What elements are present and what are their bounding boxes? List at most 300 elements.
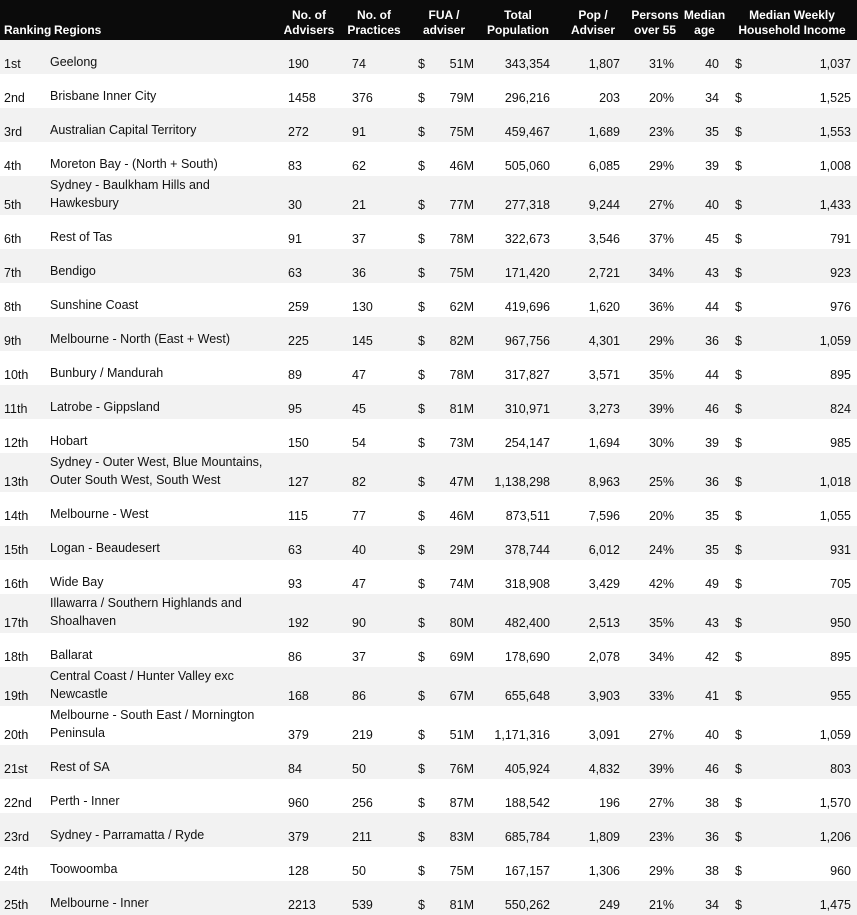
cell-over55: 36% xyxy=(648,300,674,314)
cell-fua: 51M xyxy=(449,57,474,71)
cell-population: 378,744 xyxy=(504,543,550,557)
cell-fua: 62M xyxy=(449,300,474,314)
cell-income: 895 xyxy=(830,650,851,664)
cell-advisers: 83 xyxy=(288,159,302,173)
cell-practices: 376 xyxy=(352,91,373,105)
cell-fua: 82M xyxy=(449,334,474,348)
cell-income: 1,059 xyxy=(819,728,851,742)
cell-over55: 39% xyxy=(648,762,674,776)
cell-median-age: 38 xyxy=(705,864,719,878)
cell-population: 188,542 xyxy=(504,796,550,810)
cell-practices: 37 xyxy=(352,232,366,246)
table-row xyxy=(0,317,857,351)
table-row xyxy=(0,881,857,915)
cell-income-currency: $ xyxy=(735,898,742,912)
cell-income-currency: $ xyxy=(735,864,742,878)
cell-fua-currency: $ xyxy=(418,475,425,489)
cell-over55: 21% xyxy=(648,898,674,912)
cell-advisers: 259 xyxy=(288,300,309,314)
cell-ranking: 10th xyxy=(4,368,29,382)
cell-population: 1,171,316 xyxy=(494,728,550,742)
cell-over55: 37% xyxy=(648,232,674,246)
cell-fua-currency: $ xyxy=(418,232,425,246)
cell-over55: 42% xyxy=(648,577,674,591)
header-regions: Regions xyxy=(54,23,102,37)
cell-practices: 86 xyxy=(352,689,366,703)
cell-over55: 30% xyxy=(648,436,674,450)
cell-region: Bunbury / Mandurah xyxy=(50,366,164,380)
cell-over55: 29% xyxy=(648,159,674,173)
cell-median-age: 49 xyxy=(705,577,719,591)
cell-region: Logan - Beaudesert xyxy=(50,541,160,555)
cell-income: 1,037 xyxy=(819,57,851,71)
cell-advisers: 960 xyxy=(288,796,309,810)
table-row xyxy=(0,385,857,419)
table-row xyxy=(0,74,857,108)
cell-ranking: 6th xyxy=(4,232,22,246)
cell-practices: 130 xyxy=(352,300,373,314)
cell-median-age: 41 xyxy=(705,689,719,703)
table-row xyxy=(0,526,857,560)
cell-region: Brisbane Inner City xyxy=(50,89,157,103)
cell-pop-adviser: 2,721 xyxy=(588,266,620,280)
cell-practices: 47 xyxy=(352,368,366,382)
cell-ranking: 24th xyxy=(4,864,29,878)
cell-ranking: 22nd xyxy=(4,796,32,810)
cell-income: 985 xyxy=(830,436,851,450)
cell-region: Sydney - Outer West, Blue Mountains, Outer South West, South West xyxy=(50,455,263,487)
cell-practices: 91 xyxy=(352,125,366,139)
cell-population: 482,400 xyxy=(504,616,550,630)
cell-median-age: 45 xyxy=(705,232,719,246)
cell-region: Australian Capital Territory xyxy=(50,123,197,137)
cell-practices: 45 xyxy=(352,402,366,416)
cell-income-currency: $ xyxy=(735,402,742,416)
cell-practices: 54 xyxy=(352,436,366,450)
cell-advisers: 127 xyxy=(288,475,309,489)
header-pop-adviser: Pop / Adviser xyxy=(570,8,616,37)
cell-median-age: 44 xyxy=(705,368,719,382)
cell-region: Perth - Inner xyxy=(50,794,120,808)
cell-over55: 35% xyxy=(648,616,674,630)
cell-fua: 87M xyxy=(449,796,474,810)
table-row xyxy=(0,745,857,779)
cell-income: 960 xyxy=(830,864,851,878)
cell-fua-currency: $ xyxy=(418,898,425,912)
cell-ranking: 16th xyxy=(4,577,29,591)
cell-population: 459,467 xyxy=(504,125,550,139)
cell-population: 685,784 xyxy=(504,830,550,844)
cell-pop-adviser: 9,244 xyxy=(588,198,620,212)
cell-income: 1,433 xyxy=(819,198,851,212)
cell-income: 976 xyxy=(830,300,851,314)
cell-income-currency: $ xyxy=(735,689,742,703)
cell-median-age: 46 xyxy=(705,762,719,776)
cell-advisers: 91 xyxy=(288,232,302,246)
cell-income-currency: $ xyxy=(735,762,742,776)
cell-fua: 29M xyxy=(449,543,474,557)
header-fua: FUA / adviser xyxy=(422,8,466,37)
cell-fua-currency: $ xyxy=(418,864,425,878)
cell-advisers: 190 xyxy=(288,57,309,71)
cell-advisers: 63 xyxy=(288,266,302,280)
cell-pop-adviser: 6,085 xyxy=(588,159,620,173)
cell-income-currency: $ xyxy=(735,368,742,382)
cell-median-age: 44 xyxy=(705,300,719,314)
table-row xyxy=(0,215,857,249)
cell-income-currency: $ xyxy=(735,57,742,71)
cell-fua: 74M xyxy=(449,577,474,591)
table-row xyxy=(0,594,857,633)
table-row xyxy=(0,560,857,594)
cell-ranking: 3rd xyxy=(4,125,23,139)
cell-fua: 81M xyxy=(449,402,474,416)
cell-median-age: 40 xyxy=(705,57,719,71)
cell-fua: 67M xyxy=(449,689,474,703)
cell-over55: 39% xyxy=(648,402,674,416)
header-population: Total Population xyxy=(487,8,549,37)
cell-pop-adviser: 249 xyxy=(599,898,620,912)
cell-population: 343,354 xyxy=(504,57,550,71)
cell-practices: 36 xyxy=(352,266,366,280)
cell-practices: 82 xyxy=(352,475,366,489)
cell-fua-currency: $ xyxy=(418,543,425,557)
cell-fua-currency: $ xyxy=(418,689,425,703)
cell-fua: 83M xyxy=(449,830,474,844)
cell-advisers: 93 xyxy=(288,577,302,591)
cell-fua: 51M xyxy=(449,728,474,742)
table-row xyxy=(0,453,857,492)
cell-income: 955 xyxy=(830,689,851,703)
cell-median-age: 43 xyxy=(705,266,719,280)
cell-practices: 47 xyxy=(352,577,366,591)
cell-fua-currency: $ xyxy=(418,159,425,173)
cell-pop-adviser: 3,273 xyxy=(588,402,620,416)
table-row xyxy=(0,847,857,881)
cell-pop-adviser: 1,807 xyxy=(588,57,620,71)
cell-median-age: 39 xyxy=(705,159,719,173)
cell-income-currency: $ xyxy=(735,198,742,212)
cell-population: 171,420 xyxy=(504,266,550,280)
cell-over55: 27% xyxy=(648,728,674,742)
cell-ranking: 11th xyxy=(4,402,28,416)
cell-region: Sydney - Baulkham Hills and Hawkesbury xyxy=(50,178,210,210)
cell-income: 803 xyxy=(830,762,851,776)
cell-income-currency: $ xyxy=(735,543,742,557)
cell-region: Illawarra / Southern Highlands and Shoalhaven xyxy=(50,596,242,628)
cell-fua-currency: $ xyxy=(418,616,425,630)
cell-fua: 46M xyxy=(449,159,474,173)
cell-ranking: 15th xyxy=(4,543,29,557)
cell-income: 1,018 xyxy=(819,475,851,489)
cell-fua-currency: $ xyxy=(418,300,425,314)
cell-income-currency: $ xyxy=(735,475,742,489)
cell-pop-adviser: 8,963 xyxy=(588,475,620,489)
table-row xyxy=(0,40,857,74)
header-ranking: Ranking xyxy=(4,23,52,37)
cell-income: 1,206 xyxy=(819,830,851,844)
cell-practices: 90 xyxy=(352,616,366,630)
cell-population: 178,690 xyxy=(504,650,550,664)
cell-advisers: 128 xyxy=(288,864,309,878)
cell-income-currency: $ xyxy=(735,436,742,450)
cell-ranking: 19th xyxy=(4,689,29,703)
cell-income: 1,553 xyxy=(819,125,851,139)
cell-income-currency: $ xyxy=(735,796,742,810)
cell-income: 923 xyxy=(830,266,851,280)
cell-over55: 27% xyxy=(648,796,674,810)
cell-over55: 34% xyxy=(648,650,674,664)
cell-income-currency: $ xyxy=(735,650,742,664)
cell-income-currency: $ xyxy=(735,91,742,105)
cell-fua: 46M xyxy=(449,509,474,523)
cell-ranking: 21st xyxy=(4,762,28,776)
cell-fua: 81M xyxy=(449,898,474,912)
cell-advisers: 84 xyxy=(288,762,302,776)
cell-income-currency: $ xyxy=(735,830,742,844)
cell-fua-currency: $ xyxy=(418,57,425,71)
table-row xyxy=(0,351,857,385)
cell-advisers: 150 xyxy=(288,436,309,450)
cell-over55: 35% xyxy=(648,368,674,382)
table-row xyxy=(0,283,857,317)
cell-advisers: 30 xyxy=(288,198,302,212)
cell-fua: 47M xyxy=(449,475,474,489)
cell-fua-currency: $ xyxy=(418,650,425,664)
cell-income: 950 xyxy=(830,616,851,630)
cell-median-age: 34 xyxy=(705,91,719,105)
cell-pop-adviser: 203 xyxy=(599,91,620,105)
cell-income-currency: $ xyxy=(735,300,742,314)
cell-region: Toowoomba xyxy=(50,862,118,876)
cell-fua-currency: $ xyxy=(418,125,425,139)
cell-fua-currency: $ xyxy=(418,266,425,280)
cell-practices: 50 xyxy=(352,864,366,878)
cell-population: 405,924 xyxy=(504,762,550,776)
cell-ranking: 12th xyxy=(4,436,29,450)
cell-fua-currency: $ xyxy=(418,577,425,591)
cell-population: 317,827 xyxy=(504,368,550,382)
table-row xyxy=(0,779,857,813)
cell-population: 967,756 xyxy=(504,334,550,348)
cell-advisers: 379 xyxy=(288,728,309,742)
cell-practices: 539 xyxy=(352,898,373,912)
cell-over55: 33% xyxy=(648,689,674,703)
cell-income-currency: $ xyxy=(735,616,742,630)
cell-over55: 27% xyxy=(648,198,674,212)
cell-pop-adviser: 1,620 xyxy=(588,300,620,314)
cell-region: Sunshine Coast xyxy=(50,298,139,312)
cell-pop-adviser: 3,429 xyxy=(588,577,620,591)
cell-advisers: 1458 xyxy=(288,91,316,105)
cell-advisers: 89 xyxy=(288,368,302,382)
cell-ranking: 18th xyxy=(4,650,29,664)
cell-fua: 69M xyxy=(449,650,474,664)
cell-fua-currency: $ xyxy=(418,198,425,212)
header-practices: No. of Practices xyxy=(347,8,401,37)
cell-median-age: 36 xyxy=(705,830,719,844)
table-row xyxy=(0,706,857,745)
cell-income-currency: $ xyxy=(735,577,742,591)
cell-income: 1,475 xyxy=(819,898,851,912)
cell-pop-adviser: 1,306 xyxy=(588,864,620,878)
cell-pop-adviser: 1,689 xyxy=(588,125,620,139)
header-income: Median Weekly Household Income xyxy=(738,8,846,37)
table-row xyxy=(0,633,857,667)
cell-pop-adviser: 3,571 xyxy=(588,368,620,382)
cell-advisers: 225 xyxy=(288,334,309,348)
cell-income: 824 xyxy=(830,402,851,416)
cell-median-age: 42 xyxy=(705,650,719,664)
cell-ranking: 7th xyxy=(4,266,22,280)
cell-practices: 74 xyxy=(352,57,366,71)
cell-fua-currency: $ xyxy=(418,436,425,450)
cell-advisers: 115 xyxy=(288,509,308,523)
cell-over55: 31% xyxy=(648,57,674,71)
cell-region: Hobart xyxy=(50,434,88,448)
table-row xyxy=(0,492,857,526)
cell-income-currency: $ xyxy=(735,266,742,280)
cell-population: 322,673 xyxy=(504,232,550,246)
cell-population: 167,157 xyxy=(504,864,550,878)
cell-advisers: 272 xyxy=(288,125,309,139)
cell-fua: 76M xyxy=(449,762,474,776)
cell-advisers: 95 xyxy=(288,402,302,416)
cell-advisers: 2213 xyxy=(288,898,316,912)
cell-advisers: 168 xyxy=(288,689,309,703)
cell-median-age: 35 xyxy=(705,543,719,557)
cell-fua-currency: $ xyxy=(418,728,425,742)
cell-income: 1,570 xyxy=(819,796,851,810)
cell-practices: 219 xyxy=(352,728,373,742)
cell-practices: 77 xyxy=(352,509,366,523)
cell-median-age: 34 xyxy=(705,898,719,912)
cell-region: Geelong xyxy=(50,55,98,69)
cell-fua: 80M xyxy=(449,616,474,630)
cell-ranking: 1st xyxy=(4,57,21,71)
cell-population: 1,138,298 xyxy=(494,475,550,489)
cell-income-currency: $ xyxy=(735,509,742,523)
cell-over55: 20% xyxy=(648,91,674,105)
cell-region: Melbourne - North (East + West) xyxy=(50,332,231,346)
cell-practices: 211 xyxy=(352,830,372,844)
cell-pop-adviser: 4,832 xyxy=(588,762,620,776)
cell-ranking: 17th xyxy=(4,616,29,630)
cell-fua-currency: $ xyxy=(418,334,425,348)
cell-income-currency: $ xyxy=(735,334,742,348)
cell-fua-currency: $ xyxy=(418,91,425,105)
cell-region: Ballarat xyxy=(50,648,93,662)
cell-fua: 73M xyxy=(449,436,474,450)
cell-population: 505,060 xyxy=(504,159,550,173)
cell-income-currency: $ xyxy=(735,159,742,173)
cell-fua-currency: $ xyxy=(418,509,425,523)
cell-over55: 25% xyxy=(648,475,674,489)
cell-income: 1,059 xyxy=(819,334,851,348)
cell-median-age: 39 xyxy=(705,436,719,450)
cell-advisers: 63 xyxy=(288,543,302,557)
cell-population: 310,971 xyxy=(504,402,550,416)
cell-practices: 62 xyxy=(352,159,366,173)
cell-pop-adviser: 4,301 xyxy=(588,334,620,348)
cell-population: 655,648 xyxy=(504,689,550,703)
cell-median-age: 36 xyxy=(705,334,719,348)
cell-pop-adviser: 1,694 xyxy=(588,436,620,450)
cell-practices: 40 xyxy=(352,543,366,557)
cell-median-age: 35 xyxy=(705,509,719,523)
cell-region: Rest of SA xyxy=(50,760,110,774)
cell-median-age: 38 xyxy=(705,796,719,810)
cell-ranking: 4th xyxy=(4,159,22,173)
header-median-age: Median age xyxy=(683,8,726,37)
cell-income: 1,008 xyxy=(819,159,851,173)
table-header xyxy=(0,0,857,40)
table-body xyxy=(0,40,857,915)
cell-income: 895 xyxy=(830,368,851,382)
cell-fua-currency: $ xyxy=(418,830,425,844)
cell-ranking: 13th xyxy=(4,475,29,489)
cell-pop-adviser: 2,078 xyxy=(588,650,620,664)
cell-pop-adviser: 1,809 xyxy=(588,830,620,844)
cell-income-currency: $ xyxy=(735,125,742,139)
cell-ranking: 2nd xyxy=(4,91,25,105)
cell-region: Latrobe - Gippsland xyxy=(50,400,160,414)
table-row xyxy=(0,108,857,142)
cell-fua-currency: $ xyxy=(418,402,425,416)
cell-fua: 79M xyxy=(449,91,474,105)
cell-median-age: 40 xyxy=(705,728,719,742)
cell-practices: 145 xyxy=(352,334,373,348)
cell-median-age: 40 xyxy=(705,198,719,212)
cell-over55: 23% xyxy=(648,830,674,844)
cell-ranking: 20th xyxy=(4,728,29,742)
header-over55: Persons over 55 xyxy=(631,8,679,37)
cell-over55: 24% xyxy=(648,543,674,557)
cell-over55: 20% xyxy=(648,509,674,523)
cell-fua: 78M xyxy=(449,232,474,246)
cell-fua-currency: $ xyxy=(418,368,425,382)
cell-fua: 75M xyxy=(449,125,474,139)
table-row xyxy=(0,813,857,847)
cell-region: Sydney - Parramatta / Ryde xyxy=(50,828,205,842)
cell-income: 705 xyxy=(830,577,851,591)
cell-practices: 21 xyxy=(352,198,366,212)
cell-income-currency: $ xyxy=(735,232,742,246)
cell-pop-adviser: 7,596 xyxy=(588,509,620,523)
cell-practices: 50 xyxy=(352,762,366,776)
cell-practices: 256 xyxy=(352,796,373,810)
cell-ranking: 5th xyxy=(4,198,22,212)
cell-income: 931 xyxy=(830,543,851,557)
cell-region: Rest of Tas xyxy=(50,230,113,244)
cell-ranking: 8th xyxy=(4,300,22,314)
cell-advisers: 192 xyxy=(288,616,309,630)
cell-income: 791 xyxy=(830,232,851,246)
cell-advisers: 379 xyxy=(288,830,309,844)
cell-region: Melbourne - Inner xyxy=(50,896,149,910)
table-row xyxy=(0,176,857,215)
cell-median-age: 36 xyxy=(705,475,719,489)
cell-pop-adviser: 3,903 xyxy=(588,689,620,703)
cell-income-currency: $ xyxy=(735,728,742,742)
cell-ranking: 14th xyxy=(4,509,29,523)
cell-region: Melbourne - South East / Mornington Peninsula xyxy=(50,708,255,740)
cell-income: 1,525 xyxy=(819,91,851,105)
table-row xyxy=(0,142,857,176)
cell-population: 550,262 xyxy=(504,898,550,912)
cell-fua: 77M xyxy=(449,198,474,212)
cell-over55: 34% xyxy=(648,266,674,280)
